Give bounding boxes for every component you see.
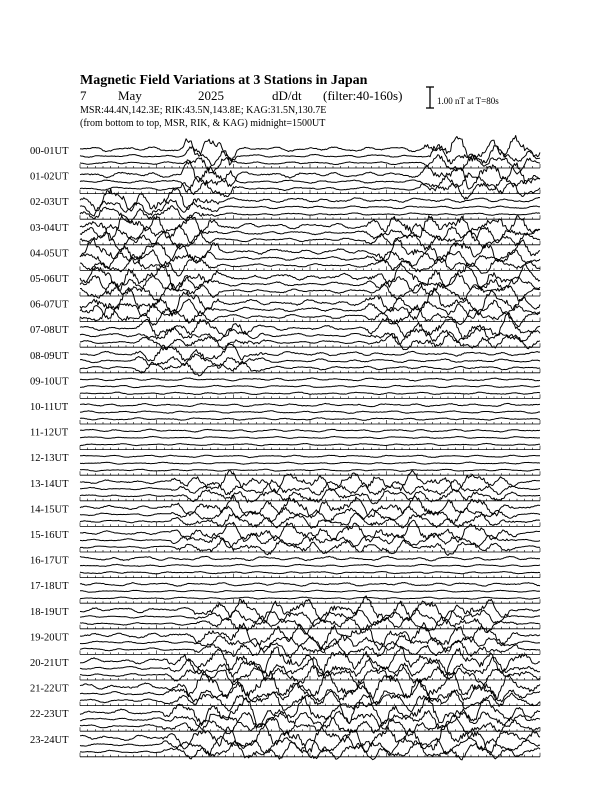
- minute-ticks: [80, 241, 540, 245]
- minute-ticks: [80, 471, 540, 475]
- minute-ticks: [80, 292, 540, 296]
- chart-title: Magnetic Field Variations at 3 Stations in Japan: [80, 73, 368, 88]
- hour-label: 02-03UT: [30, 197, 69, 209]
- hour-label: 00-01UT: [30, 146, 69, 157]
- hour-label: 07-08UT: [30, 325, 69, 337]
- hour-label: 12-13UT: [30, 453, 69, 465]
- hour-label: 15-16UT: [30, 530, 69, 541]
- minute-ticks: [80, 164, 540, 168]
- hour-labels: [30, 146, 69, 746]
- hour-label: 10-11UT: [30, 402, 69, 413]
- trace-kag: [80, 556, 540, 561]
- hour-label: 17-18UT: [30, 581, 69, 593]
- trace-kag: [80, 403, 540, 406]
- trace-msr: [80, 597, 540, 599]
- minute-ticks: [80, 420, 540, 424]
- station-coordinates: MSR:44.4N,142.3E; RIK:43.5N,143.8E; KAG:31.5N,130.7E: [80, 105, 327, 116]
- hour-label: 21-22UT: [30, 683, 69, 695]
- trace-rik: [80, 411, 540, 414]
- minute-ticks: [80, 574, 540, 578]
- scale-bar-label: 1.00 nT at T=80s: [437, 96, 499, 106]
- hour-label: 23-24UT: [30, 734, 69, 746]
- trace-rik: [80, 590, 540, 592]
- header: [80, 73, 499, 129]
- hour-label: 04-05UT: [30, 248, 69, 260]
- trace-rik: [80, 436, 540, 438]
- minute-ticks: [80, 676, 540, 680]
- trace-kag: [80, 378, 540, 381]
- minute-ticks: [80, 446, 540, 450]
- hour-label: 22-23UT: [30, 709, 69, 721]
- trace-msr: [80, 361, 540, 376]
- hour-label: 19-20UT: [30, 632, 69, 644]
- minute-ticks: [80, 190, 540, 194]
- minute-ticks: [80, 548, 540, 552]
- hour-label: 08-09UT: [30, 350, 69, 362]
- trace-rik: [80, 480, 540, 495]
- hour-label: 16-17UT: [30, 555, 69, 567]
- trace-msr: [80, 206, 540, 223]
- date-year: 2025: [198, 88, 224, 103]
- hour-label: 20-21UT: [30, 658, 69, 669]
- quantity-label: dD/dt: [272, 88, 302, 103]
- trace-rik: [80, 682, 540, 703]
- trace-kag: [80, 696, 540, 726]
- trace-rik: [80, 250, 540, 269]
- hour-label: 06-07UT: [30, 299, 69, 311]
- hour-label: 03-04UT: [30, 222, 69, 234]
- trace-rik: [80, 385, 540, 388]
- scale-bar: [426, 87, 434, 108]
- trace-msr: [80, 716, 540, 736]
- trace-msr: [80, 469, 540, 471]
- hour-label: 09-10UT: [30, 376, 69, 388]
- hour-label: 11-12UT: [30, 427, 69, 439]
- trace-msr: [80, 281, 540, 303]
- trace-msr: [80, 418, 540, 421]
- minute-ticks: [80, 369, 540, 373]
- trace-rik: [80, 325, 540, 344]
- trace-kag: [80, 136, 540, 166]
- trace-kag: [80, 429, 540, 432]
- trace-kag: [80, 583, 540, 587]
- station-order-note: (from bottom to top, MSR, RIK, & KAG) midnight=1500UT: [80, 118, 326, 129]
- trace-rik: [80, 610, 540, 627]
- trace-rik: [80, 564, 540, 567]
- minute-ticks: [80, 343, 540, 347]
- trace-msr: [80, 443, 540, 445]
- filter-label: (filter:40-160s): [323, 88, 403, 103]
- hour-label: 13-14UT: [30, 478, 69, 490]
- hour-label: 14-15UT: [30, 504, 69, 516]
- date-day: 7: [80, 88, 87, 103]
- hour-label: 01-02UT: [30, 171, 69, 183]
- date-month: May: [118, 88, 142, 103]
- minute-ticks: [80, 650, 540, 654]
- minute-ticks: [80, 394, 540, 398]
- trace-msr: [80, 392, 540, 395]
- trace-rik: [80, 462, 540, 464]
- trace-kag: [80, 455, 540, 457]
- trace-area: [80, 136, 540, 760]
- hour-label: 18-19UT: [30, 606, 69, 618]
- hour-label: 05-06UT: [30, 274, 69, 285]
